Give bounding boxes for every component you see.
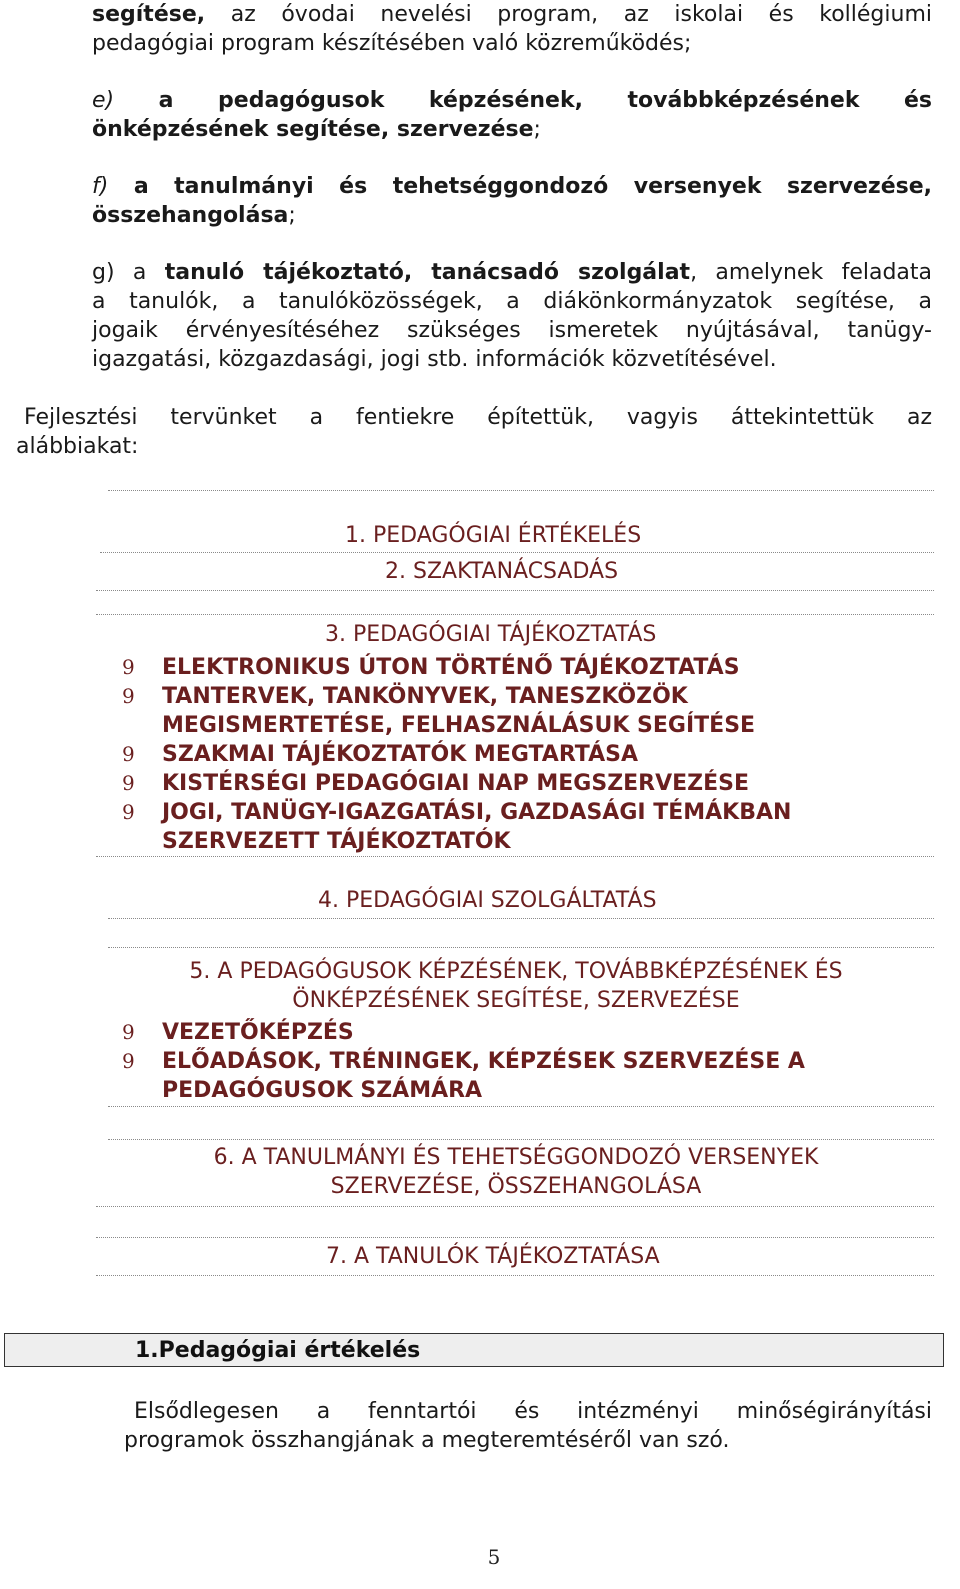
page-number: 5 (487, 1545, 501, 1569)
bullet-icon: 9 (122, 771, 135, 795)
outline-item-1: 1. PEDAGÓGIAI ÉRTÉKELÉS (345, 523, 642, 548)
item-e-line-1: e) a pedagógusok képzésének, továbbképzésének és (92, 88, 932, 113)
divider (96, 1206, 934, 1207)
outline-item-3-bullet: KISTÉRSÉGI PEDAGÓGIAI NAP MEGSZERVEZÉSE (162, 771, 750, 796)
bullet-icon: 9 (122, 684, 135, 708)
item-g-line-2: a tanulók, a tanulóközösségek, a diákönkormányzatok segítése, a (92, 289, 932, 314)
item-d-line-1: segítése, az óvodai nevelési program, az iskolai és kollégiumi (92, 2, 932, 27)
item-f-line-2: összehangolása; (92, 203, 296, 228)
item-g-line-1: g) a tanuló tájékoztató, tanácsadó szolgálat, amelynek feladata (92, 260, 932, 285)
outline-item-3: 3. PEDAGÓGIAI TÁJÉKOZTATÁS (325, 622, 657, 647)
bullet-icon: 9 (122, 742, 135, 766)
outline-item-3-bullet: TANTERVEK, TANKÖNYVEK, TANESZKÖZÖK (162, 684, 688, 709)
item-e-letter: e) (92, 88, 115, 113)
bullet-icon: 9 (122, 800, 135, 824)
item-f-letter: f) (92, 174, 109, 199)
outline-item-3-bullet: SZAKMAI TÁJÉKOZTATÓK MEGTARTÁSA (162, 742, 638, 767)
section-body-line-1: Elsődlegesen a fenntartói és intézményi minőségirányítási (134, 1399, 932, 1424)
divider (108, 490, 934, 491)
divider (108, 1106, 934, 1107)
outline-item-4: 4. PEDAGÓGIAI SZOLGÁLTATÁS (318, 888, 657, 913)
divider (96, 614, 934, 615)
summary-line-2: alábbiakat: (16, 434, 139, 459)
bullet-icon: 9 (122, 1049, 135, 1073)
item-f-line-1: f) a tanulmányi és tehetséggondozó versenyek szervezése, (92, 174, 932, 199)
divider (108, 918, 934, 919)
divider (108, 1139, 934, 1140)
divider (96, 590, 934, 591)
outline-item-7: 7. A TANULÓK TÁJÉKOZTATÁSA (326, 1244, 660, 1269)
section-body-line-2: programok összhangjának a megteremtéséről van szó. (124, 1428, 730, 1453)
bullet-icon: 9 (122, 1020, 135, 1044)
outline-item-5-bullet: VEZETŐKÉPZÉS (162, 1020, 354, 1045)
item-e-line-2: önképzésének segítése, szervezése; (92, 117, 541, 142)
outline-item-3-bullet-cont: SZERVEZETT TÁJÉKOZTATÓK (162, 829, 511, 854)
item-d-bold: segítése, (92, 2, 206, 27)
item-g-line-4: igazgatási, közgazdasági, jogi stb. információk közvetítésével. (92, 347, 777, 372)
bullet-icon: 9 (122, 655, 135, 679)
summary-line-1: Fejlesztési tervünket a fentiekre építettük, vagyis áttekintettük az (24, 405, 932, 430)
item-g-line-3: jogaik érvényesítéséhez szükséges ismeretek nyújtásával, tanügy- (92, 318, 932, 343)
outline-item-3-bullet: JOGI, TANÜGY-IGAZGATÁSI, GAZDASÁGI TÉMÁKBAN (162, 800, 792, 825)
outline-item-3-bullet-cont: MEGISMERTETÉSE, FELHASZNÁLÁSUK SEGÍTÉSE (162, 713, 756, 738)
outline-item-2: 2. SZAKTANÁCSADÁS (385, 559, 619, 584)
divider (96, 1237, 934, 1238)
outline-item-5-bullet-cont: PEDAGÓGUSOK SZÁMÁRA (162, 1078, 483, 1103)
outline-item-6-line-2: SZERVEZÉSE, ÖSSZEHANGOLÁSA (330, 1174, 702, 1199)
outline-item-3-bullet: ELEKTRONIKUS ÚTON TÖRTÉNŐ TÁJÉKOZTATÁS (162, 655, 740, 680)
outline-item-6-line-1: 6. A TANULMÁNYI ÉS TEHETSÉGGONDOZÓ VERSENYEK (213, 1145, 819, 1170)
divider (96, 1275, 934, 1276)
outline-item-5-line-2: ÖNKÉPZÉSÉNEK SEGÍTÉSE, SZERVEZÉSE (292, 988, 740, 1013)
divider (96, 856, 934, 857)
outline-item-5-line-1: 5. A PEDAGÓGUSOK KÉPZÉSÉNEK, TOVÁBBKÉPZÉSÉNEK ÉS (189, 959, 843, 984)
section-heading-bar (4, 1333, 944, 1367)
item-d-line-2: pedagógiai program készítésében való közreműködés; (92, 31, 692, 56)
divider (100, 552, 934, 553)
section-title: 1.Pedagógiai értékelés (135, 1338, 421, 1363)
outline-item-5-bullet: ELŐADÁSOK, TRÉNINGEK, KÉPZÉSEK SZERVEZÉSE A (162, 1049, 805, 1074)
divider (108, 947, 934, 948)
